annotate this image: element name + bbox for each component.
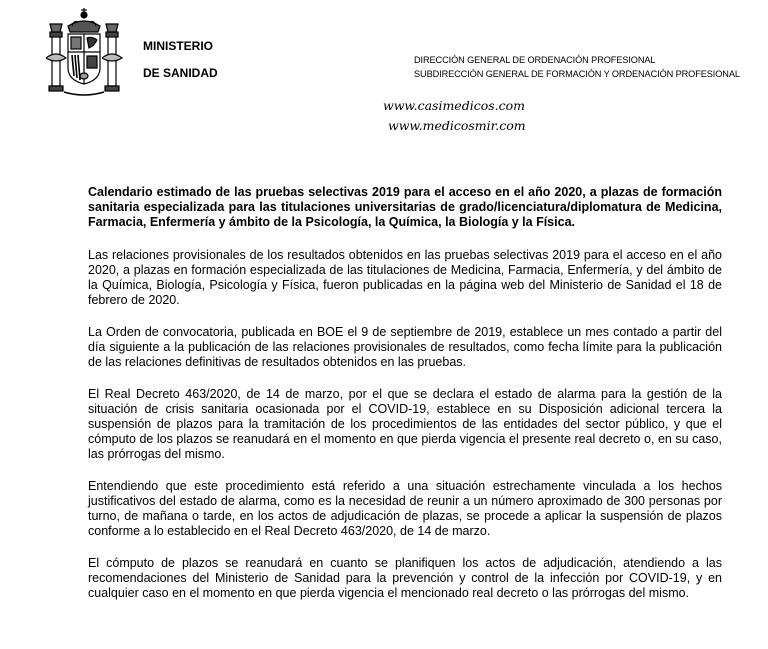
general-direction-title: DIRECCIÓN GENERAL DE ORDENACIÓN PROFESIONAL — [414, 55, 656, 65]
paragraph-suspension: Entendiendo que este procedimiento está referido a una situación estrechamente vinculada a los hechos justificativos del estado de alarma, como es la necesidad de reunir a un número aproximado de 300 personas por turno, de mañana o tarde, en los actos de adjudicación de plazas, se procede a aplicar la suspensión de plazos conforme a lo establecido en el Real Decreto 463/2020, de 14 de marzo. — [88, 479, 722, 538]
document-body — [88, 185, 722, 618]
watermark-casimedicos: www.casimedicos.com — [383, 98, 525, 113]
paragraph-royal-decree: El Real Decreto 463/2020, de 14 de marzo, por el que se declara el estado de alarma para la gestión de la situación de crisis sanitaria ocasionada por el COVID-19, establece en su Disposición adicional tercera la suspensión de plazos para la tramitación de los procedimientos de las entidades del sector público, y que el cómputo de los plazos se reanudará en el momento en que pierda vigencia el presente real decreto o, en su caso, las prórrogas del mismo. — [88, 387, 722, 461]
subdirection-title: SUBDIRECCIÓN GENERAL DE FORMACIÓN Y ORDENACIÓN PROFESIONAL — [414, 69, 740, 79]
ministry-name-line2: DE SANIDAD — [143, 66, 218, 80]
ministry-name-line1: MINISTERIO — [143, 39, 214, 53]
document-title: Calendario estimado de las pruebas selectivas 2019 para el acceso en el año 2020, a plazas de formación sanitaria especializada para las titulaciones universitarias de grado/licenciatura/diplomatura de Medicina, Farmacia, Enfermería y ámbito de la Psicología, la Química, la Biología y la Física. — [88, 185, 722, 229]
paragraph-call-order: La Orden de convocatoria, publicada en BOE el 9 de septiembre de 2019, establece un mes contado a partir del día siguiente a la publicación de las relaciones provisionales de resultados, como fecha límite para la publicación de las relaciones definitivas de resultados obtenidos en las pruebas. — [88, 325, 722, 369]
coat-of-arms-icon — [44, 6, 124, 100]
watermark-medicosmir: www.medicosmir.com — [388, 118, 526, 133]
paragraph-resumption: El cómputo de plazos se reanudará en cuanto se planifiquen los actos de adjudicación, atendiendo a las recomendaciones del Ministerio de Sanidad para la prevención y control de la infección por COVID-19, y en cualquier caso en el momento en que pierda vigencia el mencionado real decreto o las prórrogas del mismo. — [88, 556, 722, 600]
paragraph-provisional-results: Las relaciones provisionales de los resultados obtenidos en las pruebas selectivas 2019 para el acceso en el año 2020, a plazas en formación especializada de las titulaciones de Medicina, Farmacia, Enfermería, y del ámbito de la Química, Biología, Psicología y Física, fueron publicadas en la página web del Ministerio de Sanidad el 18 de febrero de 2020. — [88, 248, 722, 307]
